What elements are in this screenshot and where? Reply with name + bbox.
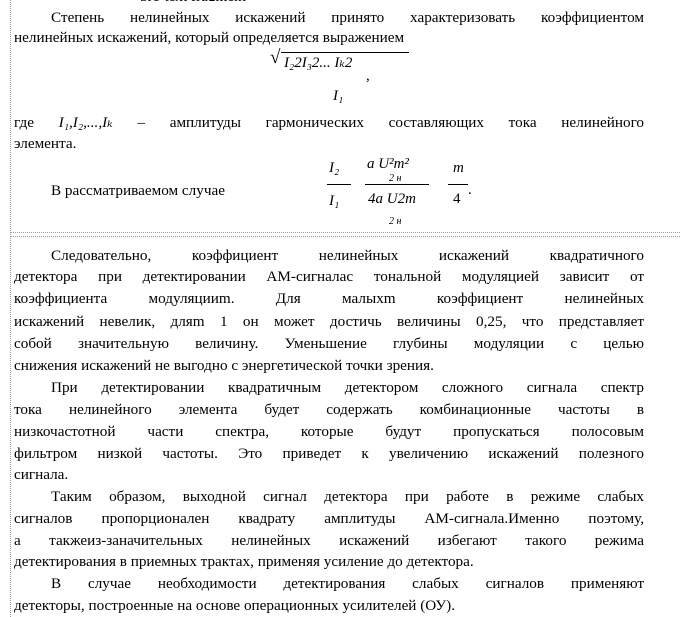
paragraph-line: В случае необходимости детектирования слабых сигналов применяют xyxy=(51,575,644,592)
paragraph-line: При детектировании квадратичным детектором сложного сигнала спектр xyxy=(51,379,644,396)
paragraph-line: коэффициента модуляцииm. Для малыхm коэффициент нелинейных xyxy=(14,290,644,307)
frac2-numerator: a U²m² xyxy=(367,156,409,172)
frac3-numerator: m xyxy=(453,160,464,176)
formula-period: . xyxy=(468,182,472,198)
paragraph-line: где I₁,I₂,...,Iₖ – амплитуды гармонических составляющих тока нелинейного xyxy=(14,114,644,131)
paragraph-line: низкочастотной части спектра, которые будут пропускаться полосовым xyxy=(14,423,644,440)
frac2-bar xyxy=(365,184,429,185)
paragraph-line: сигнала. xyxy=(14,466,69,483)
page-break-bottom xyxy=(10,236,680,237)
frac1-denominator: I₁ xyxy=(329,193,340,209)
paragraph-line: детекторы, построенные на основе операционных усилителей (ОУ). xyxy=(14,597,456,614)
formula-comma: , xyxy=(366,68,370,84)
paragraph-line: тока нелинейного элемента будет содержать комбинационные частоты в xyxy=(14,401,644,418)
frac3-bar xyxy=(448,184,468,185)
sqrt-overline xyxy=(281,52,409,53)
paragraph-line: детектирования в приемных трактах, применяя усиление до детектора. xyxy=(14,553,474,570)
page-break-top xyxy=(10,232,680,233)
frac2-denominator-sub: 2 н xyxy=(389,216,402,227)
paragraph-line: Степень нелинейных искажений принято характеризовать коэффициентом xyxy=(51,9,644,26)
paragraph-line: В рассматриваемом случае xyxy=(51,182,225,199)
sqrt-symbol: √ xyxy=(270,47,281,68)
paragraph-line: сигналов пропорционален квадрату амплитуды АМ-сигнала.Именно поэтому, xyxy=(14,510,644,527)
paragraph-line: фильтром низкой частоты. Это приведет к увеличению искажений полезного xyxy=(14,445,644,462)
paragraph-line: Таким образом, выходной сигнал детектора при работе в режиме слабых xyxy=(51,488,644,505)
formula-denominator: I₁ xyxy=(333,88,344,104)
clipped-text-fragment xyxy=(140,0,340,1)
frac2-denominator: 4a U2m xyxy=(368,191,416,207)
frac1-numerator: I₂ xyxy=(329,160,340,176)
frac3-denominator: 4 xyxy=(453,191,461,207)
paragraph-line: Следовательно, коэффициент нелинейных искажений квадратичного xyxy=(51,247,644,264)
paragraph-line: а такжеиз-заначительных нелинейных искажений избегают такого режима xyxy=(14,532,644,549)
page-margin-guide xyxy=(10,0,11,617)
frac1-bar xyxy=(327,184,351,185)
paragraph-line: искажений невелик, дляm 1 он может достичь величины 0,25, что представляет xyxy=(14,313,644,330)
paragraph-line: снижения искажений не выгодно с энергетической точки зрения. xyxy=(14,357,434,374)
variables-list: I₁,I₂,...,Iₖ xyxy=(58,114,113,131)
paragraph-line: детектора при детектировании АМ-сигналас тональной модуляцией зависит от xyxy=(14,268,644,285)
formula-radicand: I₂2I₃2... Iₖ2 xyxy=(284,55,353,71)
paragraph-line: собой значительную величину. Уменьшение глубины модуляции с целью xyxy=(14,335,644,352)
frac2-numerator-sub: 2 н xyxy=(389,173,402,184)
paragraph-line: нелинейных искажений, который определяется выражением xyxy=(14,29,405,46)
paragraph-line: элемента. xyxy=(14,135,77,152)
